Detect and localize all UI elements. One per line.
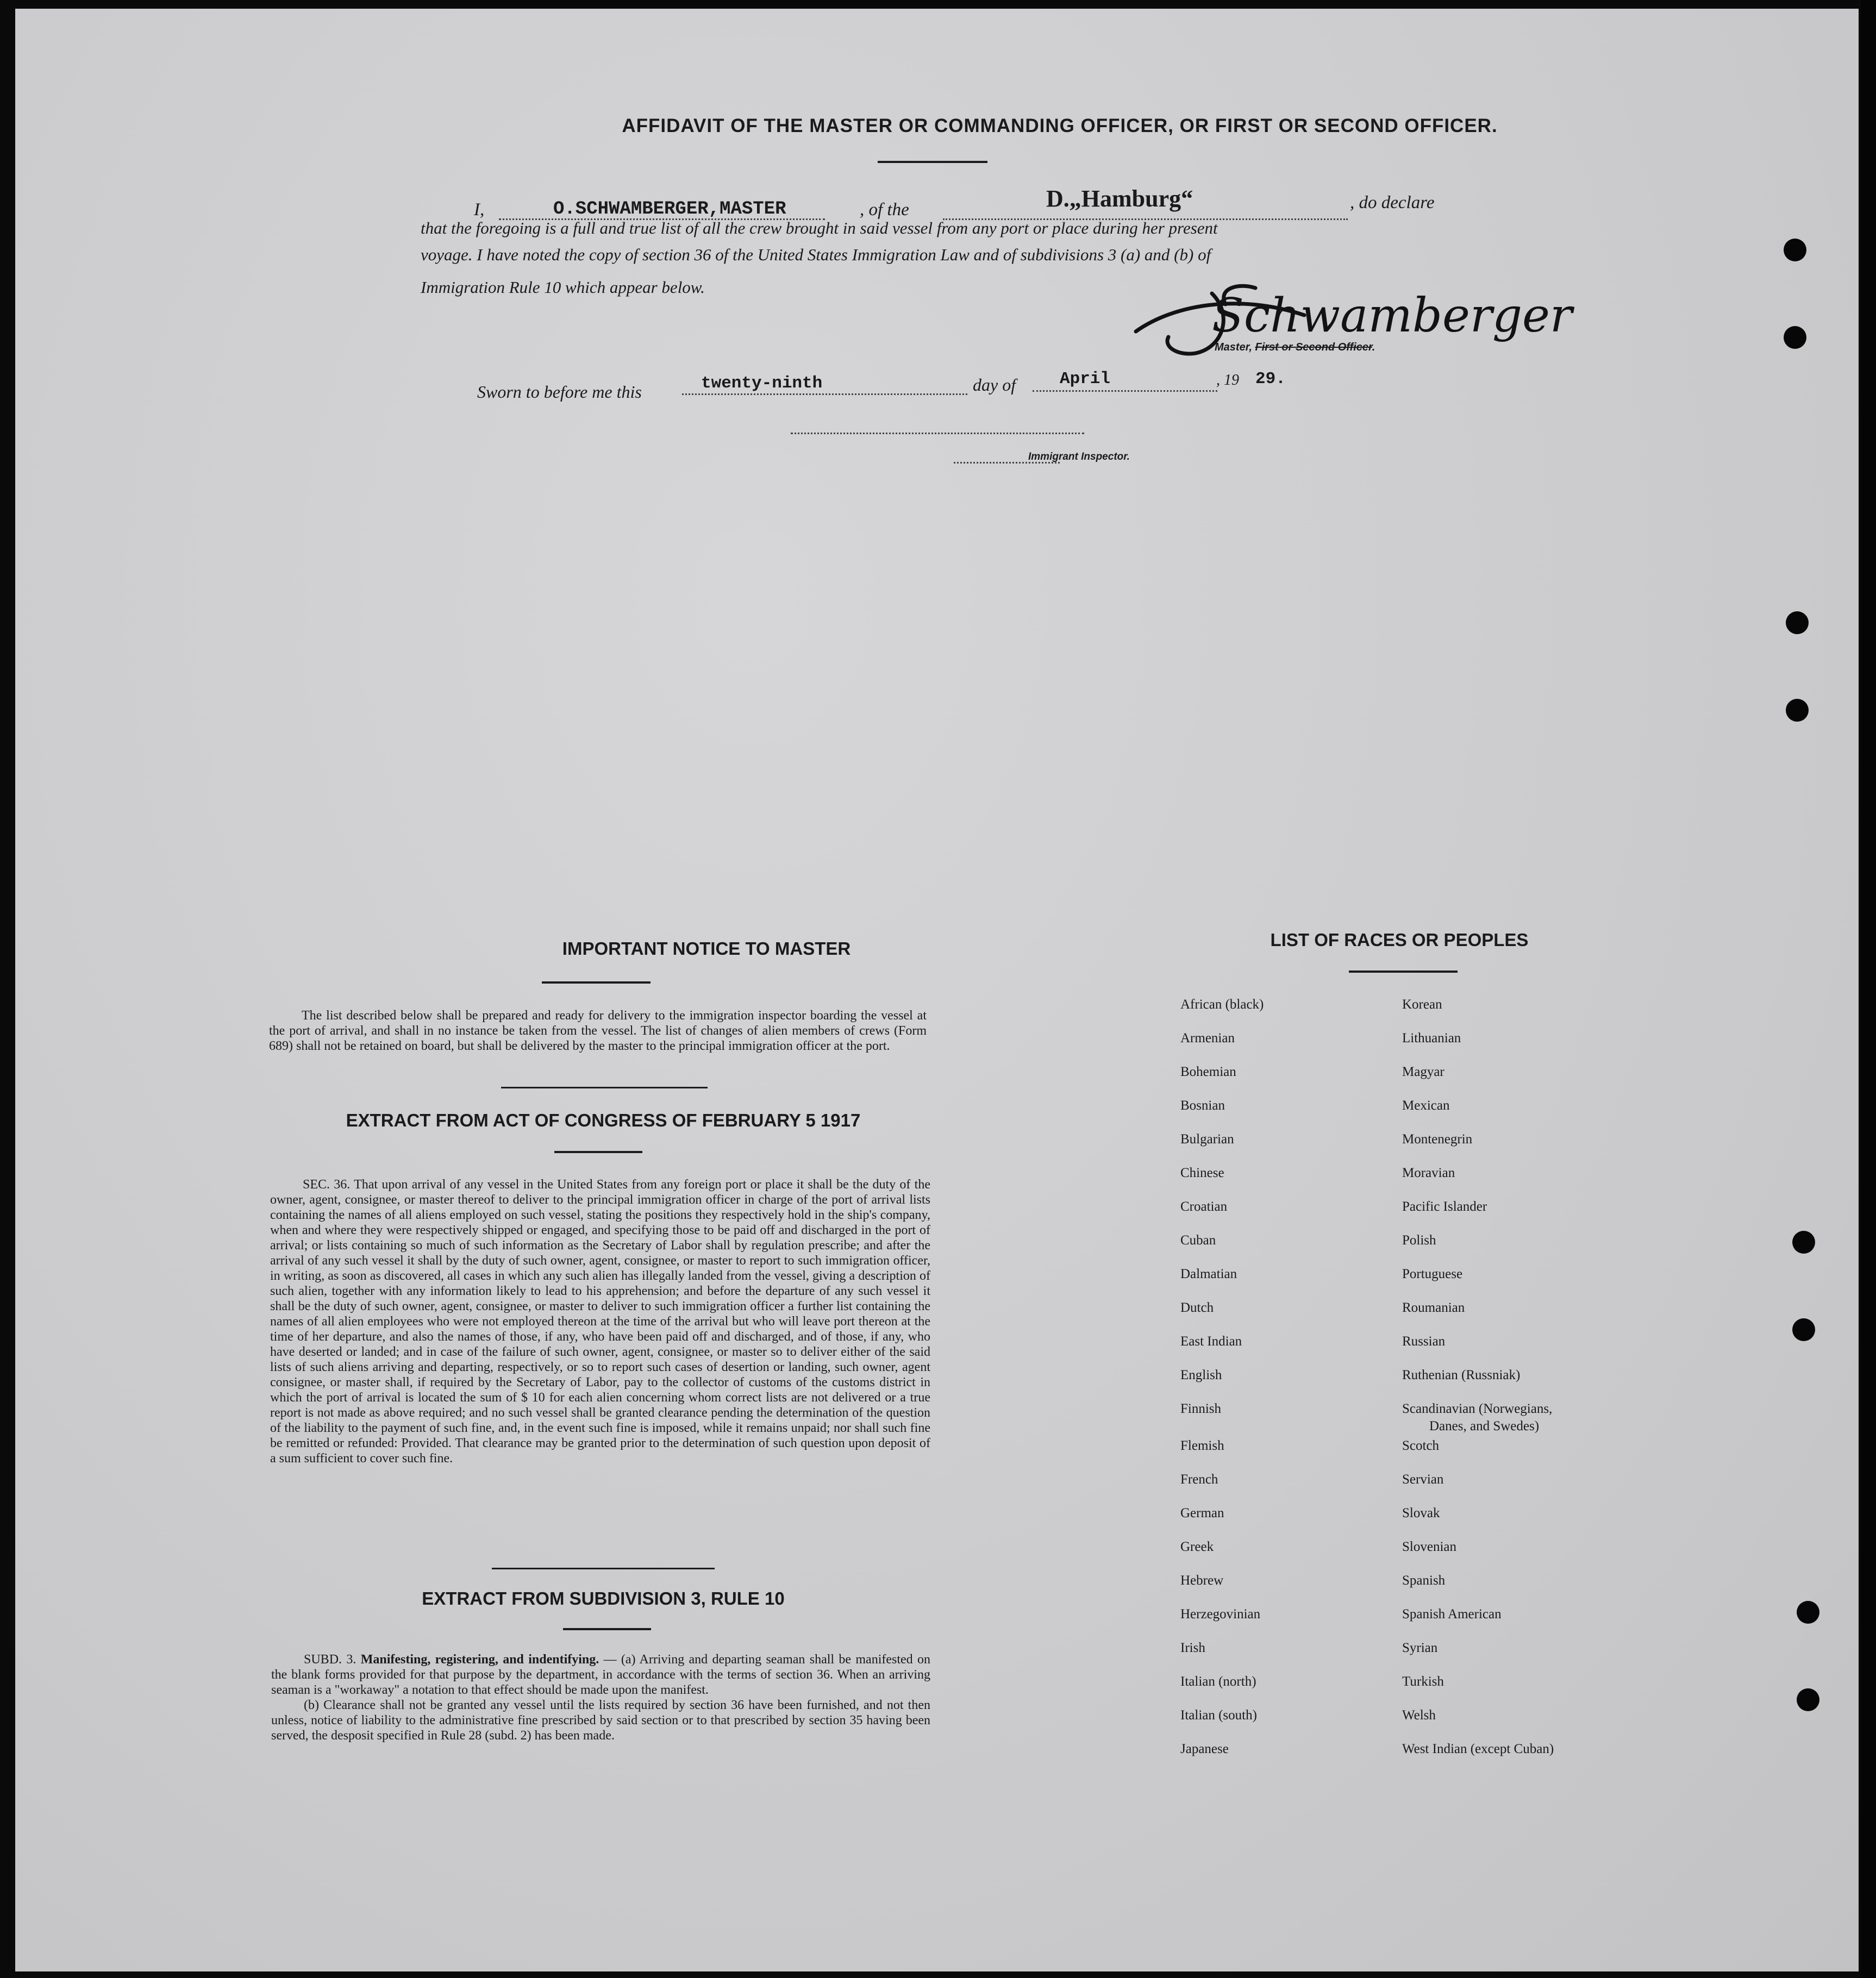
rule-title: EXTRACT FROM SUBDIVISION 3, RULE 10 <box>422 1588 785 1608</box>
subd-a-heading: Manifesting, registering, and indentifying. <box>360 1652 599 1667</box>
year-suffix: 29. <box>1255 370 1286 389</box>
race-item: Hebrew <box>1180 1573 1224 1588</box>
races-title: LIST OF RACES OR PEOPLES <box>1270 930 1529 950</box>
race-item: Mexican <box>1402 1098 1450 1113</box>
race-item: East Indian <box>1180 1334 1242 1349</box>
signature-text: Schwamberger <box>1212 289 1573 343</box>
sworn-day: twenty-ninth <box>701 374 823 393</box>
race-item: Syrian <box>1402 1641 1438 1655</box>
sworn-label: Sworn to before me this <box>477 382 642 402</box>
punch-hole <box>1784 326 1806 349</box>
notice-text <box>269 1008 927 1054</box>
race-item: Bulgarian <box>1180 1132 1234 1147</box>
inspector-label: Immigrant Inspector. <box>1028 451 1130 462</box>
race-item: Cuban <box>1180 1233 1216 1248</box>
notice-rule <box>542 981 651 984</box>
month-dotline <box>1033 390 1217 392</box>
race-item: Russian <box>1402 1334 1446 1349</box>
affidavit-line-2: that the foregoing is a full and true list of all the crew brought in said vessel from any port or place during her present <box>421 218 1218 237</box>
master-name: O.SCHWAMBERGER,MASTER <box>553 199 786 220</box>
rule-title-rule <box>563 1628 651 1630</box>
race-item: Bohemian <box>1180 1065 1236 1079</box>
punch-hole <box>1792 1318 1815 1341</box>
sworn-month: April <box>1060 370 1111 389</box>
race-item: Portuguese <box>1402 1267 1463 1281</box>
race-item: Greek <box>1180 1539 1214 1554</box>
do-declare: , do declare <box>1350 193 1435 212</box>
sworn-day-dotline <box>682 393 967 395</box>
subd-a <box>271 1652 930 1698</box>
race-item: African (black) <box>1180 997 1264 1012</box>
act-text <box>270 1177 930 1466</box>
race-item: Ruthenian (Russniak) <box>1402 1368 1521 1382</box>
act-paragraph: SEC. 36. That upon arrival of any vessel in the United States from any foreign port or place it shall be the duty of the owner, agent, consignee, or master thereof to deliver to the principal immigration officer in charge of the port of arrival lists containing the names of all aliens employed on such vessel, stating the positions they respectively hold in the ship's company, when and where they were respectively shipped or engaged, and specifying those to be paid off and discharged in the port of arrival; or lists containing so much of such information as the Secretary of Labor shall by regulation prescribe; and after the arrival of any such vessel it shall by the duty of such owner, agent, consignee, or master to report to such immigration officer, in writing, as soon as discovered, all cases in which any such alien has illegally landed from the vessel, giving a description of such alien, together with any information likely to lead to his apprehension; and before the departure of any such vessel it shall be the duty of such owner, agent, consignee, or master to deliver to such immigration officer a further list containing the names of all alien employees who were not employed thereon at the time of the arrival but who will leave port thereon at the time of her departure, and also the names of those, if any, who have been paid off and discharged, and of those, if any, who have deserted or landed; and in case of the failure of such owner, agent, consignee, or master so to deliver either of the said lists of such aliens arriving and departing, respectively, or so to report such cases of desertion or landing, such owner, agent consignee, or master shall, if required by the Secretary of Labor, pay to the collector of customs of the customs district in which the port of arrival is located the sum of $ 10 for each alien concerning whom correct lists are not delivered or a true report is not made as above required; and no such vessel shall be granted clearance pending the determination of the question of the liability to the payment of such fine, and, in the event such fine is imposed, while it remains unpaid; nor shall such fine be remitted or refunded: Provided. That clearance may be granted prior to the determination of such question upon deposit of a sum sufficient to cover such fine. <box>270 1178 930 1466</box>
affidavit-title: AFFIDAVIT OF THE MASTER OR COMMANDING OFFICER, OR FIRST OR SECOND OFFICER. <box>622 115 1498 136</box>
subd-b: (b) Clearance shall not be granted any vessel until the lists required by section 36 have been furnished, and not then unless, notice of liability to the administrative fine prescribed by said section or to that prescribed by section 35 having been served, the desposit specified in Rule 28 (subd. 2) has been made. <box>271 1698 930 1743</box>
affidavit-line-3: voyage. I have noted the copy of section 36 of the United States Immigration Law and of subdivisions 3 (a) and (b) of <box>421 245 1211 264</box>
race-item: Dutch <box>1180 1300 1214 1315</box>
caption-master: Master, <box>1215 341 1255 353</box>
race-item: Spanish <box>1402 1573 1446 1588</box>
vessel-name: D.„Hamburg“ <box>1046 185 1193 212</box>
signature <box>1130 272 1573 370</box>
title-rule <box>878 161 987 163</box>
punch-hole <box>1797 1688 1819 1711</box>
caption-struck: First or Second Officer <box>1255 341 1372 353</box>
race-item: Flemish <box>1180 1438 1224 1453</box>
race-item: Italian (south) <box>1180 1708 1257 1723</box>
race-item: English <box>1180 1368 1222 1382</box>
race-item: Slovak <box>1402 1506 1440 1520</box>
race-item: Montenegrin <box>1402 1132 1473 1147</box>
race-item: Magyar <box>1402 1065 1444 1079</box>
race-item: French <box>1180 1472 1218 1487</box>
race-item: Chinese <box>1180 1166 1224 1180</box>
act-rule <box>554 1151 642 1153</box>
affidavit-i: I, <box>474 200 485 220</box>
punch-hole <box>1786 611 1809 634</box>
race-item: Servian <box>1402 1472 1444 1487</box>
year-prefix: , 19 <box>1216 372 1239 389</box>
of-the: , of the <box>860 200 909 220</box>
race-item: Bosnian <box>1180 1098 1225 1113</box>
notice-paragraph: The list described below shall be prepared and ready for delivery to the immigration inspector boarding the vessel at the port of arrival, and shall in no instance be taken from the vessel. The list of changes of alien members of crews (Form 689) shall not be retained on board, but shall be delivered by the master to the principal immigration officer at the port. <box>269 1009 927 1053</box>
race-item: Moravian <box>1402 1166 1455 1180</box>
race-item-wrap: Danes, and Swedes) <box>1429 1419 1540 1434</box>
race-item: Dalmatian <box>1180 1267 1237 1281</box>
punch-hole <box>1784 239 1806 261</box>
races-rule <box>1349 971 1458 973</box>
race-item: Roumanian <box>1402 1300 1465 1315</box>
caption-end: . <box>1372 341 1375 353</box>
act-end-rule <box>492 1568 715 1569</box>
race-item: Scotch <box>1402 1438 1440 1453</box>
race-item: Spanish American <box>1402 1607 1502 1622</box>
affidavit-line-4: Immigration Rule 10 which appear below. <box>421 278 705 297</box>
race-item: West Indian (except Cuban) <box>1402 1742 1554 1756</box>
race-item: Herzegovinian <box>1180 1607 1261 1622</box>
race-item: Croatian <box>1180 1199 1228 1214</box>
race-item: Scandinavian (Norwegians, <box>1402 1401 1553 1416</box>
punch-hole <box>1797 1601 1819 1624</box>
punch-hole <box>1786 699 1809 722</box>
punch-hole <box>1792 1231 1815 1254</box>
race-item: Armenian <box>1180 1031 1235 1046</box>
race-item: Polish <box>1402 1233 1436 1248</box>
race-item: Japanese <box>1180 1742 1229 1756</box>
signature-caption <box>1215 341 1375 354</box>
subd-a-text: — (a) Arriving and departing seaman shall be manifested on the blank forms provided for that purpose by the department, in accordance with the terms of section 36. When an arriving seaman is a "workaway" a notation to that effect should be made upon the manifest. <box>271 1652 931 1697</box>
race-item: Korean <box>1402 997 1442 1012</box>
race-item: German <box>1180 1506 1224 1520</box>
notice-end-rule <box>501 1087 708 1088</box>
race-item: Finnish <box>1180 1401 1222 1416</box>
notice-title: IMPORTANT NOTICE TO MASTER <box>562 938 851 959</box>
race-item: Slovenian <box>1402 1539 1456 1554</box>
race-item: Irish <box>1180 1641 1205 1655</box>
inspector-dotline <box>791 433 1084 434</box>
race-item: Lithuanian <box>1402 1031 1461 1046</box>
race-item: Pacific Islander <box>1402 1199 1487 1214</box>
rule-text <box>271 1652 930 1743</box>
race-item: Turkish <box>1402 1674 1444 1689</box>
race-item: Italian (north) <box>1180 1674 1256 1689</box>
act-title: EXTRACT FROM ACT OF CONGRESS OF FEBRUARY 5 1917 <box>346 1110 861 1130</box>
scan-edge <box>1861 0 1876 1978</box>
subd-a-label: SUBD. 3. <box>304 1652 357 1667</box>
day-of: day of <box>973 375 1016 395</box>
race-item: Welsh <box>1402 1708 1436 1723</box>
